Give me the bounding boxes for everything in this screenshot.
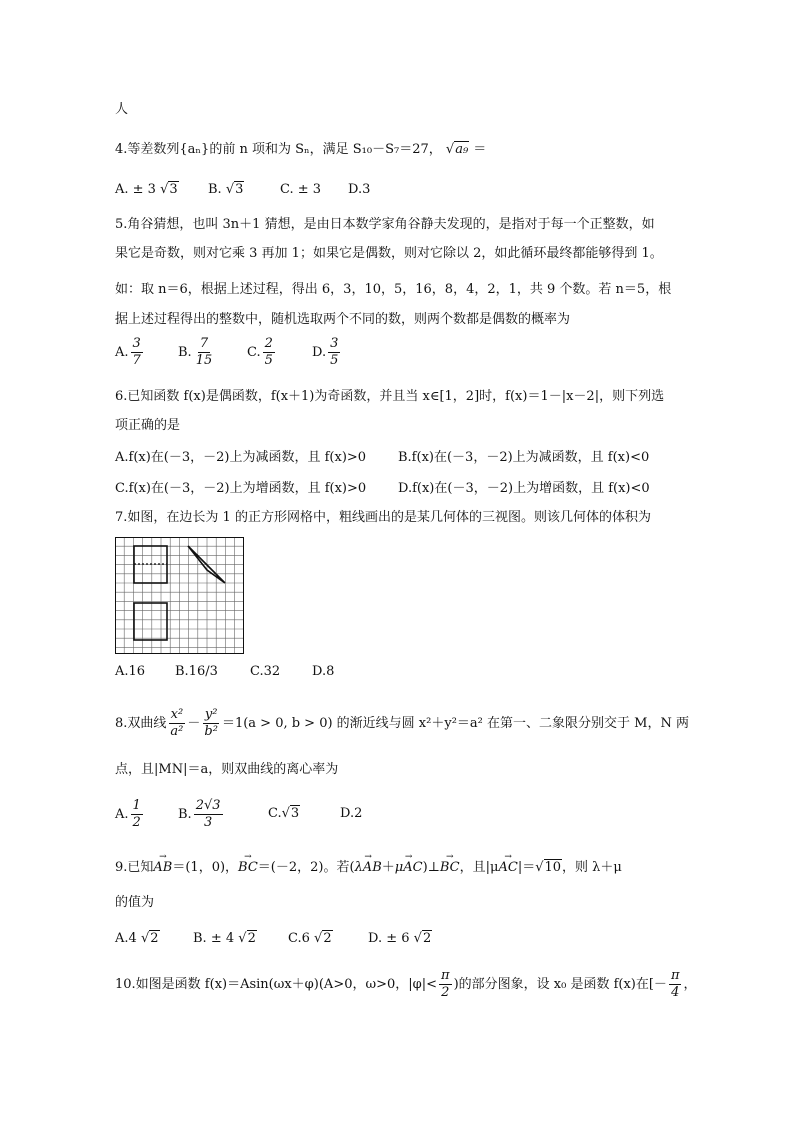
top-view bbox=[134, 603, 167, 640]
q8-option-c: C.√3 bbox=[268, 806, 300, 821]
q8-option-d: D.2 bbox=[340, 806, 363, 821]
q4-sqrt: √a₉ bbox=[445, 142, 469, 157]
q6-line-1: 6.已知函数 f(x)是偶函数，f(x＋1)为奇函数，并且当 x∈[1，2]时，f(x)＝1－|x－2|，则下列选 bbox=[115, 389, 665, 404]
q5-option-a: A. $\frac{3}{7}$ bbox=[115, 336, 141, 368]
q4-option-d: D.3 bbox=[348, 182, 371, 197]
q5-line-1: 5.角谷猜想，也叫 3n＋1 猜想，是由日本数学家角谷静夫发现的，是指对于每一个正整数，如 bbox=[115, 217, 655, 232]
q9-option-c: C.6 √2 bbox=[288, 931, 332, 946]
q8-option-a: A. $\frac{1}{2}$ bbox=[115, 798, 141, 830]
q4-tail: ＝ bbox=[473, 142, 487, 157]
q7-option-a: A.16 bbox=[115, 664, 146, 679]
question-4-stem bbox=[115, 140, 486, 160]
q6-option-a: A.f(x)在(－3，－2)上为减函数，且 f(x)>0 bbox=[115, 450, 367, 465]
q4-option-b: B. √3 bbox=[208, 182, 244, 197]
q6-line-2: 项正确的是 bbox=[115, 418, 181, 433]
q4-option-c: C. ± 3 bbox=[280, 182, 322, 197]
q8-line-1: 8.双曲线 $\frac{\text{x²}}{\text{a²}}$ － $\frac{\text{y²}}{\text{b²}}$ ＝1(a > 0, b > 0) 的渐近线与圆 x²＋y²＝a² 在第一、二象限分别交于 M，N 两 bbox=[115, 707, 689, 739]
q7-option-c: C.32 bbox=[250, 664, 281, 679]
q9-option-d: D. ± 6 √2 bbox=[368, 931, 432, 946]
q5-line-4: 据上述过程得出的整数中，随机选取两个不同的数，则两个数都是偶数的概率为 bbox=[115, 312, 571, 327]
q6-option-c: C.f(x)在(－3，－2)上为增函数，且 f(x)>0 bbox=[115, 481, 367, 496]
q7-option-d: D.8 bbox=[312, 664, 335, 679]
q5-option-b: B. $\frac{7}{15}$ bbox=[178, 336, 213, 368]
q8-line-2: 点，且|MN|＝a，则双曲线的离心率为 bbox=[115, 762, 339, 777]
q7-stem: 7.如图，在边长为 1 的正方形网格中，粗线画出的是某几何体的三视图。则该几何体的体积为 bbox=[115, 510, 651, 525]
q8-option-b: B. $\frac{2√3}{3}$ bbox=[178, 798, 221, 830]
fragment-char: 人 bbox=[115, 102, 129, 117]
q6-option-d: D.f(x)在(－3，－2)上为增函数，且 f(x)<0 bbox=[398, 481, 650, 496]
q9-option-a: A.4 √2 bbox=[115, 931, 159, 946]
three-view-figure bbox=[115, 537, 245, 655]
q9-option-b: B. ± 4 √2 bbox=[193, 931, 256, 946]
q5-option-d: D. $\frac{3}{5}$ bbox=[312, 336, 339, 368]
q10-line-1: 10.如图是函数 f(x)＝Asin(ωx＋φ)(A>0，ω>0，|φ|< $\frac{\pi}{2}$ )的部分图象，设 x₀ 是函数 f(x)在[－ $\frac{\pi}{4}$ ， bbox=[115, 968, 697, 1000]
q7-option-b: B.16/3 bbox=[175, 664, 218, 679]
q5-line-2: 果它是奇数，则对它乘 3 再加 1；如果它是偶数，则对它除以 2，如此循环最终都能够得到 1。 bbox=[115, 246, 663, 261]
q6-option-b: B.f(x)在(－3，－2)上为减函数，且 f(x)<0 bbox=[398, 450, 650, 465]
q9-line-2: 的值为 bbox=[115, 895, 155, 910]
q5-option-c: C. $\frac{2}{5}$ bbox=[247, 336, 273, 368]
q5-line-3: 如：取 n＝6，根据上述过程，得出 6，3，10，5，16，8，4，2，1，共 9 个数。若 n＝5，根 bbox=[115, 282, 672, 297]
q4-option-a: A. ± 3 √3 bbox=[115, 182, 178, 197]
q9-line-1: 9.已知→ AB＝(1，0)，→ BC＝(－2，2)。若(→ λAB＋→ μAC)⊥→ BC，且|μ→ AC|＝√10，则 λ＋μ bbox=[115, 858, 622, 878]
q4-text: 4.等差数列{aₙ}的前 n 项和为 Sₙ，满足 S₁₀－S₇＝27， bbox=[115, 142, 442, 157]
